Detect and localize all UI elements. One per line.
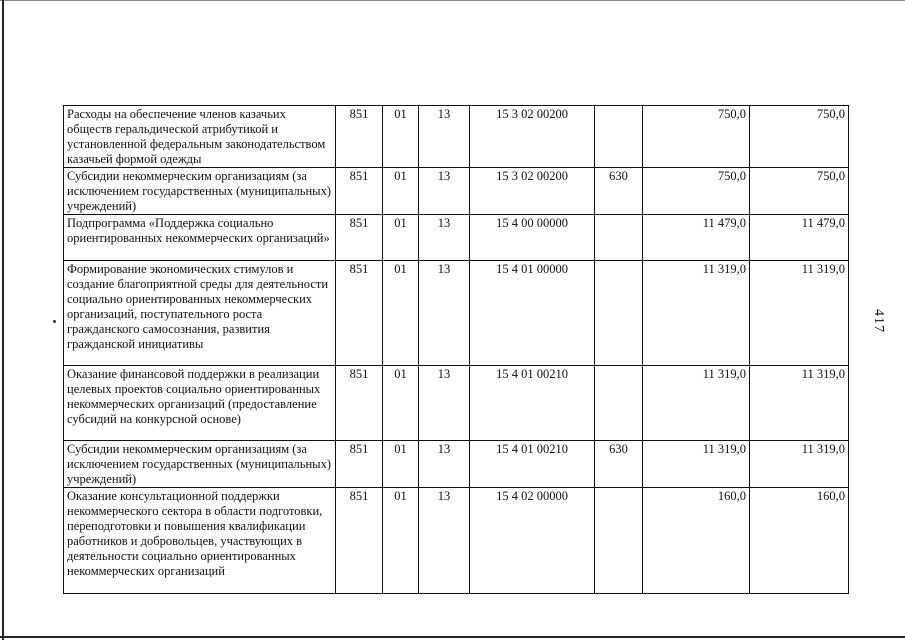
section-code: 01 bbox=[383, 261, 419, 366]
expense-type bbox=[595, 366, 643, 441]
section-code: 01 bbox=[383, 215, 419, 261]
table-row bbox=[64, 366, 849, 441]
amount-first: 11 479,0 bbox=[643, 215, 750, 261]
subsection-code: 13 bbox=[419, 106, 470, 168]
amount-second: 750,0 bbox=[750, 106, 849, 168]
section-code: 01 bbox=[383, 488, 419, 594]
scan-speck bbox=[53, 320, 56, 323]
amount-first: 160,0 bbox=[643, 488, 750, 594]
table-row bbox=[64, 441, 849, 488]
expense-type bbox=[595, 106, 643, 168]
amount-first: 750,0 bbox=[643, 168, 750, 215]
amount-second: 11 319,0 bbox=[750, 261, 849, 366]
expense-type bbox=[595, 261, 643, 366]
amount-second: 11 319,0 bbox=[750, 366, 849, 441]
row-name: Оказание консультационной поддержки некоммерческого сектора в области подготовки, переподготовки и повышения квалификации работников и добровольцев, участвующих в деятельности социально ориентированных некоммерческих организаций bbox=[64, 488, 336, 594]
ministry-code: 851 bbox=[336, 441, 383, 488]
target-article: 15 4 01 00210 bbox=[470, 441, 595, 488]
ministry-code: 851 bbox=[336, 366, 383, 441]
row-name: Расходы на обеспечение членов казачьих обществ геральдической атрибутикой и установленной федеральным законодательством казачьей формой одежды bbox=[64, 106, 336, 168]
subsection-code: 13 bbox=[419, 366, 470, 441]
row-name: Подпрограмма «Поддержка социально ориентированных некоммерческих организаций» bbox=[64, 215, 336, 261]
row-name: Субсидии некоммерческим организациям (за исключением государственных (муниципальных) учреждений) bbox=[64, 441, 336, 488]
budget-table bbox=[63, 105, 849, 594]
section-code: 01 bbox=[383, 441, 419, 488]
page-top-edge bbox=[0, 0, 905, 1]
expense-type bbox=[595, 488, 643, 594]
page-bottom-edge bbox=[0, 636, 905, 638]
section-code: 01 bbox=[383, 168, 419, 215]
table-row bbox=[64, 488, 849, 594]
target-article: 15 4 02 00000 bbox=[470, 488, 595, 594]
table-row bbox=[64, 106, 849, 168]
subsection-code: 13 bbox=[419, 488, 470, 594]
amount-first: 750,0 bbox=[643, 106, 750, 168]
section-code: 01 bbox=[383, 366, 419, 441]
ministry-code: 851 bbox=[336, 261, 383, 366]
amount-second: 750,0 bbox=[750, 168, 849, 215]
subsection-code: 13 bbox=[419, 215, 470, 261]
amount-first: 11 319,0 bbox=[643, 441, 750, 488]
amount-second: 11 319,0 bbox=[750, 441, 849, 488]
expense-type: 630 bbox=[595, 168, 643, 215]
row-name: Субсидии некоммерческим организациям (за исключением государственных (муниципальных) учреждений) bbox=[64, 168, 336, 215]
page-number: 417 bbox=[871, 309, 886, 333]
amount-first: 11 319,0 bbox=[643, 366, 750, 441]
page-left-edge bbox=[2, 0, 4, 640]
expense-type bbox=[595, 215, 643, 261]
ministry-code: 851 bbox=[336, 106, 383, 168]
table-row bbox=[64, 261, 849, 366]
target-article: 15 4 01 00000 bbox=[470, 261, 595, 366]
target-article: 15 3 02 00200 bbox=[470, 168, 595, 215]
amount-second: 160,0 bbox=[750, 488, 849, 594]
ministry-code: 851 bbox=[336, 488, 383, 594]
table-row bbox=[64, 168, 849, 215]
amount-first: 11 319,0 bbox=[643, 261, 750, 366]
subsection-code: 13 bbox=[419, 168, 470, 215]
subsection-code: 13 bbox=[419, 441, 470, 488]
ministry-code: 851 bbox=[336, 168, 383, 215]
target-article: 15 4 00 00000 bbox=[470, 215, 595, 261]
row-name: Оказание финансовой поддержки в реализации целевых проектов социально ориентированных некоммерческих организаций (предоставление субсидий на конкурсной основе) bbox=[64, 366, 336, 441]
subsection-code: 13 bbox=[419, 261, 470, 366]
amount-second: 11 479,0 bbox=[750, 215, 849, 261]
row-name: Формирование экономических стимулов и создание благоприятной среды для деятельности социально ориентированных некоммерческих организаций, поступательного роста гражданского самосознания, развития гражданской инициативы bbox=[64, 261, 336, 366]
section-code: 01 bbox=[383, 106, 419, 168]
expense-type: 630 bbox=[595, 441, 643, 488]
target-article: 15 4 01 00210 bbox=[470, 366, 595, 441]
table-row bbox=[64, 215, 849, 261]
ministry-code: 851 bbox=[336, 215, 383, 261]
target-article: 15 3 02 00200 bbox=[470, 106, 595, 168]
